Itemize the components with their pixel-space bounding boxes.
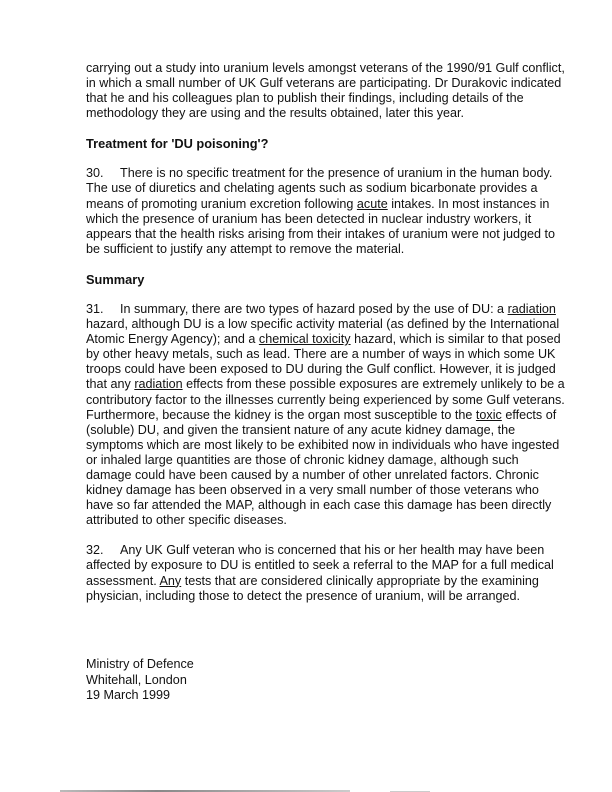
paragraph-text: In summary, there are two types of hazard posed by the use of DU: a	[120, 301, 508, 316]
intro-paragraph: carrying out a study into uranium levels amongst veterans of the 1990/91 Gulf conflict, in which a small number of UK Gulf veterans are participating. Dr Durakovic indicated that he and his colleagues plan to publish their findings, including details of the methodology they are using and the results obtained, later this year.	[86, 61, 565, 121]
paragraph-number: 32.	[86, 543, 104, 558]
paragraph-30	[86, 166, 566, 257]
underlined-term: radiation	[134, 377, 183, 392]
paragraph-text: tests that are considered clinically appropriate by the examining physician, including those to detect the presence of uranium, will be arranged.	[86, 573, 539, 603]
paragraph-text: Any UK Gulf veteran who is concerned that his or her health may have been affected by exposure to DU is entitled to seek a referral to the MAP for a full medical assessment.	[86, 543, 554, 588]
paragraph-text: intakes. In most instances in which the presence of uranium has been detected in nuclear industry workers, it appears that the health risks arising from their intakes of uranium were not judged to be sufficient to justify any attempt to remove the material.	[86, 196, 556, 256]
signature-location: Whitehall, London	[86, 672, 187, 687]
section-heading-treatment: Treatment for 'DU poisoning'?	[86, 136, 269, 152]
signature-block	[86, 657, 194, 704]
signature-org: Ministry of Defence	[86, 657, 194, 671]
section-heading-summary: Summary	[86, 271, 145, 287]
paragraph-text: effects of (soluble) DU, and given the transient nature of any acute kidney damage, the symptoms which are most likely to be exhibited now in individuals who have ingested or inhaled large quantities are those of chronic kidney damage, although such damage could have been caused by a number of other unrelated factors. Chronic kidney damage has been observed in a very small number of those veterans who have so far attended the MAP, although in each case this damage has been directly attributed to other specific diseases.	[86, 407, 560, 528]
underlined-term: chemical toxicity	[258, 332, 351, 347]
paragraph-text: hazard, which is similar to that posed by other heavy metals, such as lead. There are a number of ways in which some UK troops could have been exposed to DU during the Gulf conflict. However, it is judged that any	[86, 332, 561, 392]
paragraph-text: hazard, although DU is a low specific activity material (as defined by the International Atomic Energy Agency); and a	[86, 317, 560, 347]
paragraph-number: 30.	[86, 166, 104, 181]
paragraph-text: There is no specific treatment for the presence of uranium in the human body. The use of diuretics and chelating agents such as sodium bicarbonate provides a means of promoting uranium excretion following	[86, 166, 553, 211]
underlined-term: Any	[159, 573, 182, 588]
signature-date: 19 March 1999	[86, 688, 171, 702]
underlined-term: radiation	[507, 301, 556, 316]
paragraph-number: 31.	[86, 301, 104, 316]
paragraph-text: effects from these possible exposures are extremely unlikely to be a contributory factor to the illnesses currently being experienced by some Gulf veterans. Furthermore, because the kidney is the organ most susceptible to the	[86, 377, 565, 422]
underlined-term: acute	[356, 196, 388, 211]
document-body	[86, 61, 566, 619]
underlined-term: toxic	[475, 407, 502, 422]
paragraph-31	[86, 302, 566, 528]
paragraph-32	[86, 543, 566, 603]
